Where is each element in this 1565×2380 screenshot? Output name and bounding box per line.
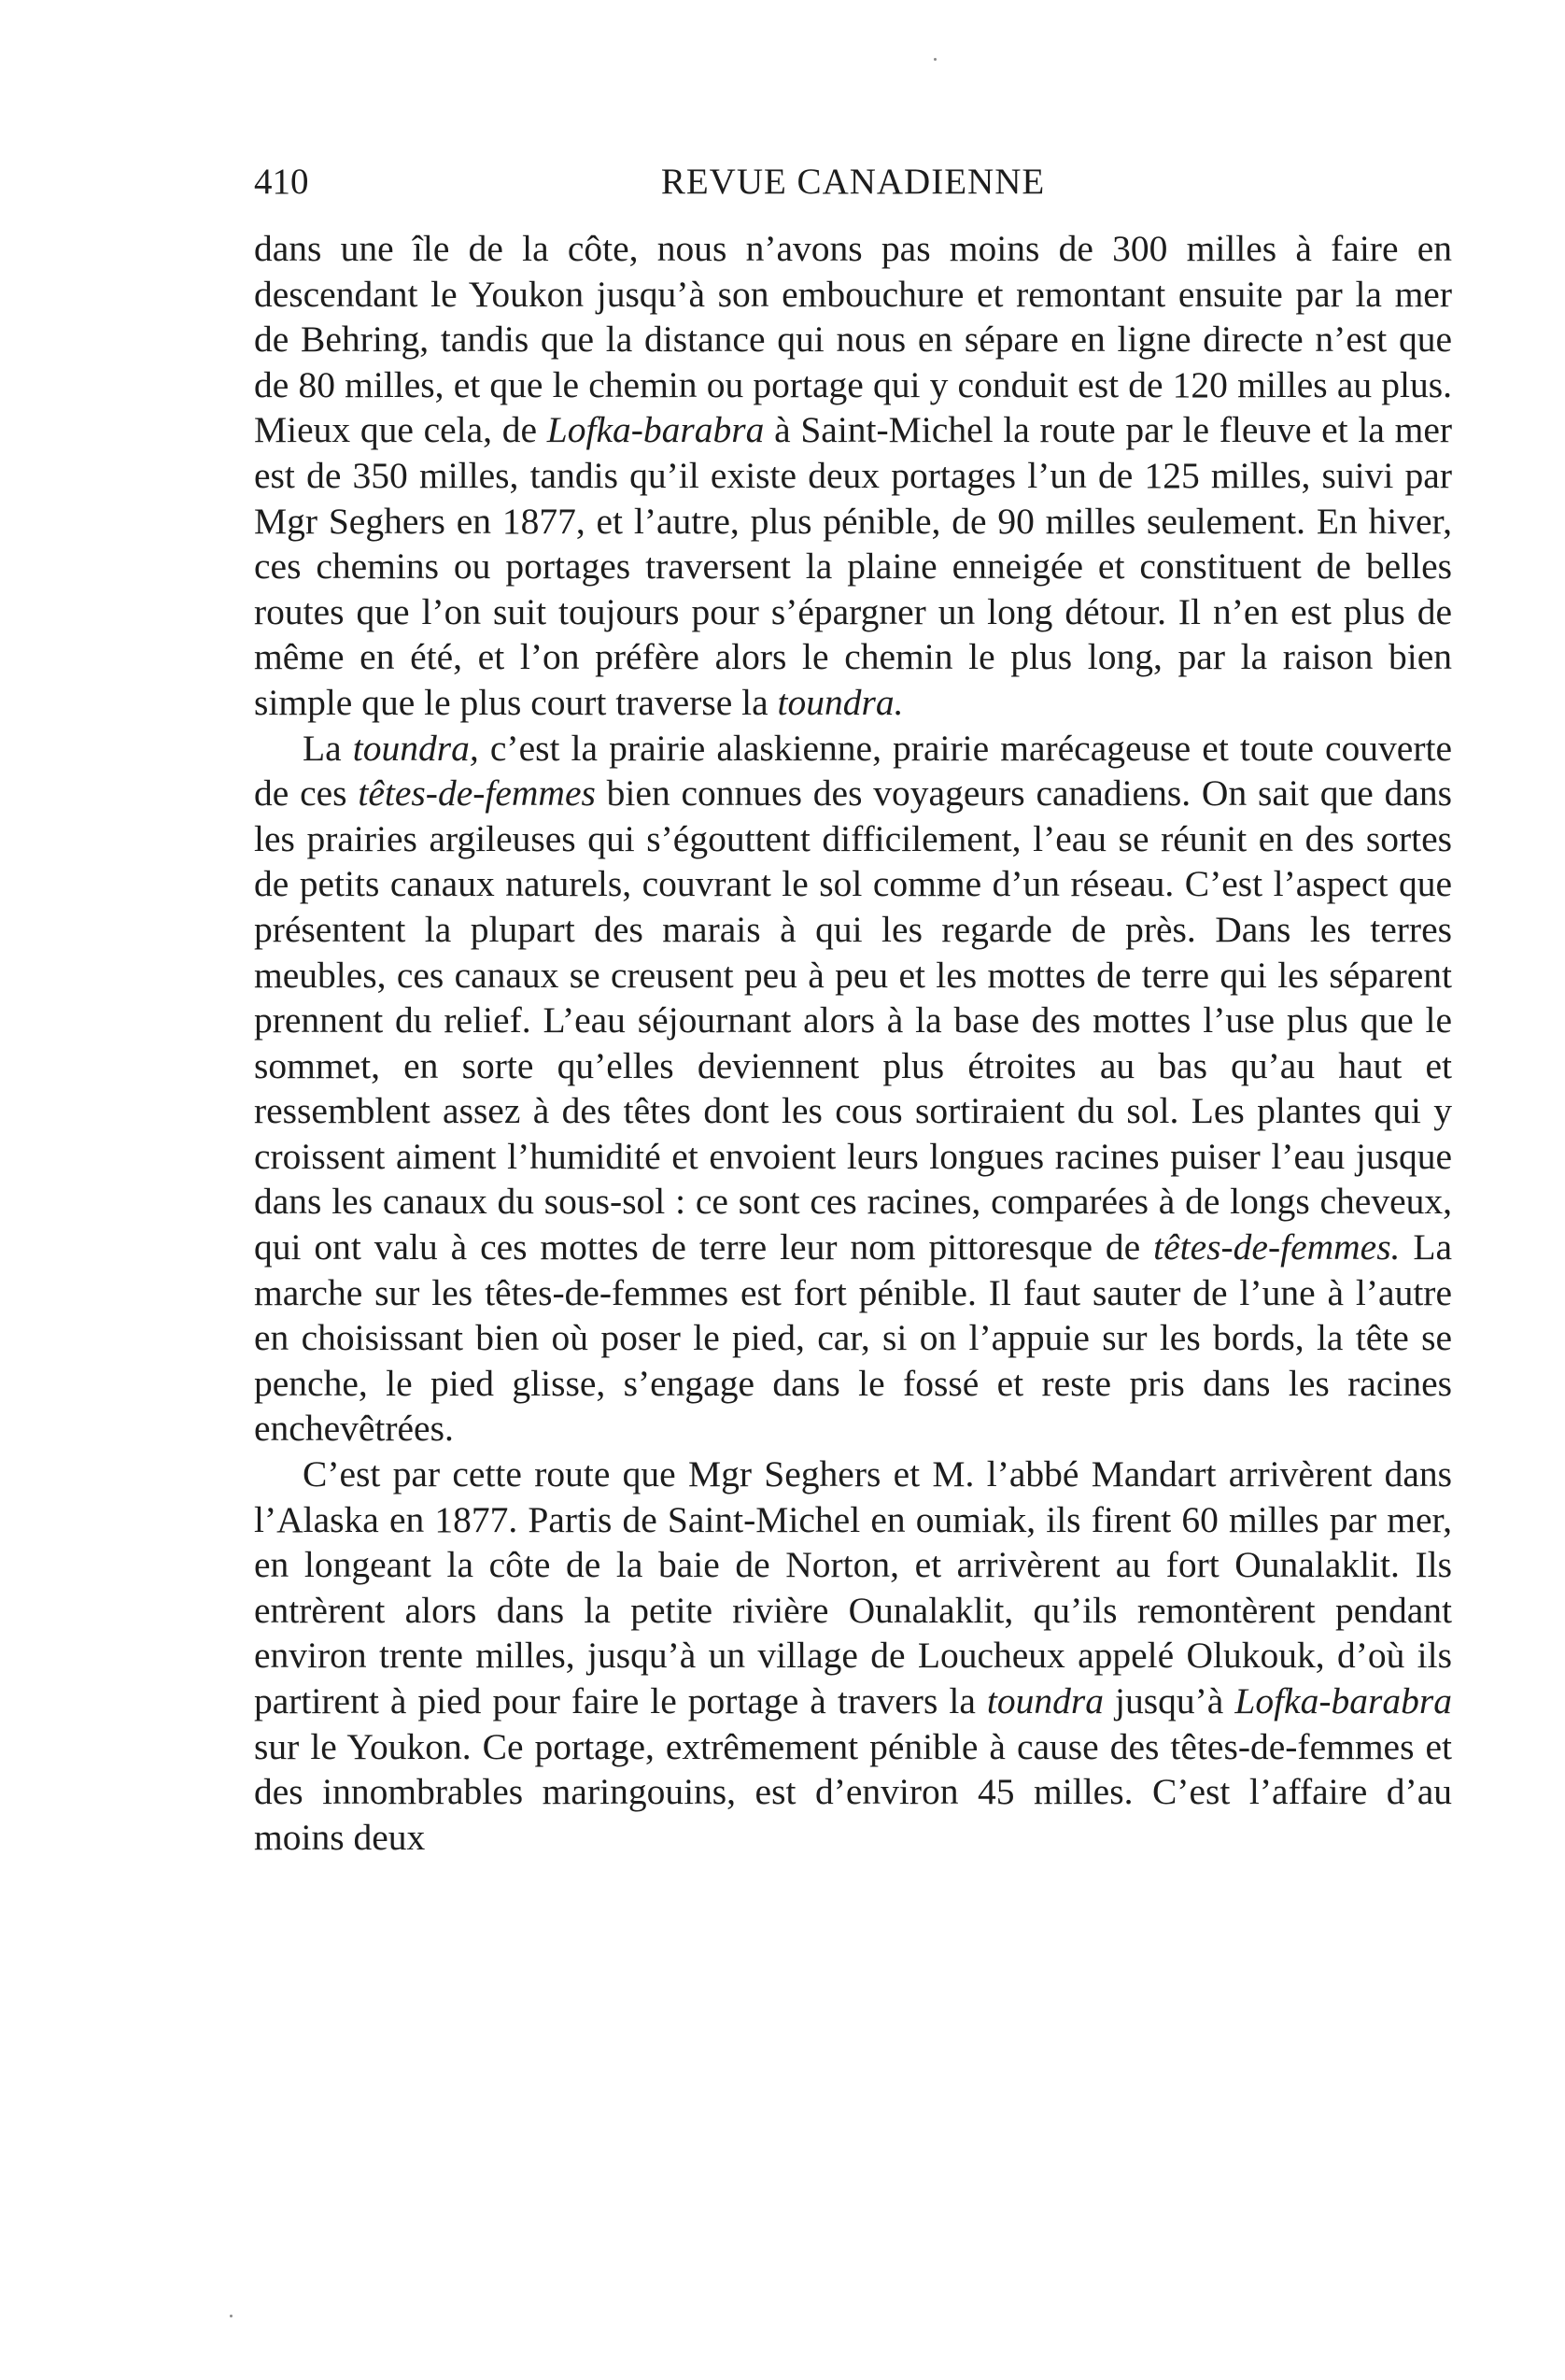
italic-term: toundra xyxy=(986,1680,1104,1721)
paragraph xyxy=(254,1452,1452,1860)
paper-speck xyxy=(934,58,937,61)
text-run: La marche sur les têtes-de-femmes est fort pénible. Il faut sauter de l’une à l’autre en choisissant bien où poser le pied, car, si on l’appuie sur les bords, la tête se penche, le pied glisse, s’engage dans le fossé et reste pris dans les racines enchevêtrées. xyxy=(254,1226,1452,1450)
journal-title: REVUE CANADIENNE xyxy=(660,162,1046,202)
text-run: à Saint-Michel la route par le fleuve et la mer est de 350 milles, tandis qu’il existe deux portages l’un de 125 milles, suivi par Mgr Seghers en 1877, et l’autre, plus pénible, de 90 milles seulement. En hiver, ces chemins ou portages traversent la plaine enneigée et constituent de belles routes que l’on suit toujours pour s’épargner un long détour. Il n’en est plus de même en été, et l’on préfère alors le chemin le plus long, par la raison bien simple que le plus court traverse la xyxy=(254,409,1452,723)
paragraph xyxy=(254,726,1452,1452)
text-run: La xyxy=(303,727,353,769)
running-head xyxy=(254,154,1452,210)
paragraph xyxy=(254,226,1452,726)
italic-term: têtes-de-femmes xyxy=(358,772,596,815)
italic-term: têtes-de-femmes. xyxy=(1153,1226,1401,1268)
text-run: dans une île de la côte, nous n’avons pas moins de 300 milles à faire en descendant le Youkon jusqu’à son embouchure et remontant ensuite par la mer de Behring, tandis que la distance qui nous en sépare en ligne directe n’est que de 80 milles, et que le chemin ou portage qui y conduit est de 120 milles au plus. Mieux que cela, de xyxy=(254,228,1452,451)
body-text xyxy=(254,226,1452,1860)
italic-term: Lofka-barabra xyxy=(546,409,765,451)
paper-speck xyxy=(230,2315,233,2317)
text-run: sur le Youkon. Ce portage, extrêmement pénible à cause des têtes-de-femmes et des innombrables maringouins, est d’environ 45 milles. C’est l’affaire d’au moins deux xyxy=(254,1725,1452,1858)
text-run: C’est par cette route que Mgr Seghers et M. l’abbé Mandart arrivèrent dans l’Alaska en 1877. Partis de Saint-Michel en oumiak, ils firent 60 milles par mer, en longeant la côte de la baie de Norton, et arrivèrent au fort Ounalaklit. Ils entrèrent alors dans la petite rivière Ounalaklit, qu’ils remontèrent pendant environ trente milles, jusqu’à un village de Loucheux appelé Olukouk, d’où ils partirent à pied pour faire le portage à travers la xyxy=(254,1453,1452,1721)
text-run: c’est la prairie alaskienne, prairie marécageuse et toute couverte de ces xyxy=(254,727,1452,815)
page-number: 410 xyxy=(254,162,309,202)
italic-term: toundra, xyxy=(352,727,479,769)
italic-term: Lofka-barabra xyxy=(1234,1680,1452,1721)
italic-term: toundra. xyxy=(777,681,904,723)
text-run: bien connues des voyageurs canadiens. On sait que dans les prairies argileuses qui s’égouttent difficilement, l’eau se réunit en des sortes de petits canaux naturels, couvrant le sol comme d’un réseau. C’est l’aspect que présentent la plupart des marais à qui les regarde de près. Dans les terres meubles, ces canaux se creusent peu à peu et les mottes de terre qui les séparent prennent du relief. L’eau séjournant alors à la base des mottes l’use plus que le sommet, en sorte qu’elles deviennent plus étroites au bas qu’au haut et ressemblent assez à des têtes dont les cous sortiraient du sol. Les plantes qui y croissent aiment l’humidité et envoient leurs longues racines puiser l’eau jusque dans les canaux du sous-sol : ce sont ces racines, comparées à de longs cheveux, qui ont valu à ces mottes de terre leur nom pittoresque de xyxy=(254,772,1452,1268)
text-run: jusqu’à xyxy=(1104,1680,1235,1721)
